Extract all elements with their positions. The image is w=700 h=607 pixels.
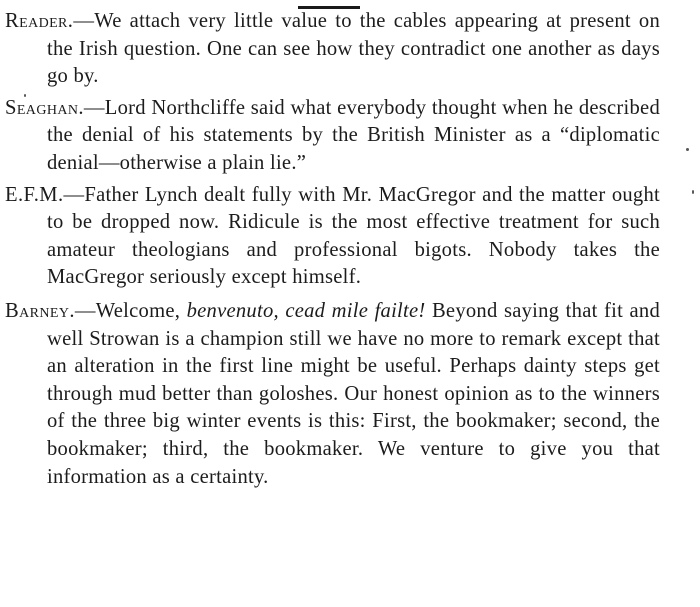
correspondent-name: Seaghan.: [5, 96, 84, 119]
answers-to-correspondents: [5, 8, 660, 495]
entry-text: —We attach very little value to the cables appearing at present on the Irish question. One can see how they contradict one another as days go by.: [47, 10, 660, 88]
entry-barney: [5, 298, 660, 491]
correspondent-name: Barney.: [5, 299, 75, 322]
entry-italic-greeting: benvenuto, cead mile failte!: [186, 299, 426, 322]
entry-efm: [5, 182, 660, 292]
entry-text-before: —Welcome,: [74, 299, 187, 322]
correspondent-name: Reader.: [5, 10, 74, 32]
entry-text: —Father Lynch dealt fully with Mr. MacGregor and the matter ought to be dropped now. Ridicule is the most effective treatment for such amateur theologians and professional bigots. Nobody takes the MacGregor seriously except himself.: [47, 183, 660, 289]
entry-text: —Lord Northcliffe said what everybody thought when he described the denial of his statements by the British Minister as a “diplomatic denial—otherwise a plain lie.”: [47, 96, 660, 174]
print-speck: [686, 148, 689, 151]
print-speck: [692, 190, 694, 194]
entry-text-after: Beyond saying that fit and well Strowan is a champion still we have no more to remark except that an alteration in the first line might be useful. Perhaps dainty steps get through mud better than goloshes. Our honest opinion as to the winners of the three big winter events is this: First, the bookmaker; second, the bookmaker; third, the bookmaker. We venture to give you that information as a certainty.: [47, 299, 660, 488]
print-speck: [24, 94, 26, 97]
correspondent-name: E.F.M.: [5, 183, 64, 206]
entry-reader: [5, 8, 660, 91]
entry-seaghan: [5, 95, 660, 178]
